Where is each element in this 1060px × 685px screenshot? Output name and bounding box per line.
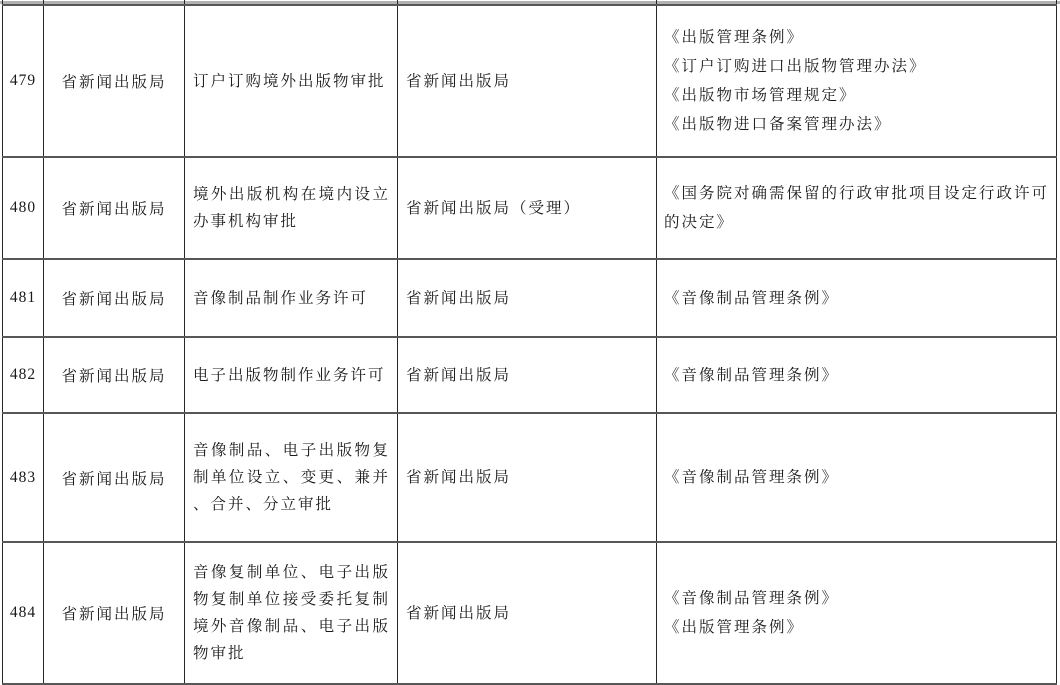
implementer-cell: 省新闻出版局 (398, 413, 657, 542)
legal-basis-cell (657, 259, 1057, 337)
approval-items-table (2, 0, 1057, 685)
implementer-cell: 省新闻出版局（受理） (398, 157, 657, 259)
table-row (3, 259, 1057, 337)
seq-cell: 482 (3, 337, 44, 413)
implementer-cell: 省新闻出版局 (398, 5, 657, 157)
item-name-cell: 音像制品制作业务许可 (185, 259, 398, 337)
department-cell: 省新闻出版局 (44, 337, 185, 413)
implementer-cell: 省新闻出版局 (398, 259, 657, 337)
approval-table-body (3, 0, 1057, 684)
department-cell: 省新闻出版局 (44, 259, 185, 337)
legal-basis-cell (657, 542, 1057, 684)
seq-cell: 480 (3, 157, 44, 259)
law-line: 《音像制品管理条例》 (664, 469, 840, 486)
item-name-cell: 订户订购境外出版物审批 (185, 5, 398, 157)
item-name-cell: 音像复制单位、电子出版物复制单位接受委托复制境外音像制品、电子出版物审批 (185, 542, 398, 684)
legal-basis-cell (657, 5, 1057, 157)
law-line: 《出版物进口备案管理办法》 (664, 116, 892, 133)
legal-basis-cell (657, 337, 1057, 413)
law-line: 《出版管理条例》 (664, 619, 805, 636)
seq-cell: 481 (3, 259, 44, 337)
item-name-cell: 音像制品、电子出版物复制单位设立、变更、兼并、合并、分立审批 (185, 413, 398, 542)
table-row (3, 542, 1057, 684)
law-line: 《音像制品管理条例》 (664, 366, 840, 384)
law-line: 《音像制品管理条例》 (664, 590, 840, 607)
implementer-cell: 省新闻出版局 (398, 542, 657, 684)
seq-cell: 479 (3, 5, 44, 157)
item-name-cell: 境外出版机构在境内设立办事机构审批 (185, 157, 398, 259)
seq-cell: 484 (3, 542, 44, 684)
department-cell: 省新闻出版局 (44, 413, 185, 542)
table-row (3, 337, 1057, 413)
table-row (3, 413, 1057, 542)
department-cell: 省新闻出版局 (44, 5, 185, 157)
law-line: 《出版管理条例》 (664, 29, 805, 46)
law-line: 《订户订购进口出版物管理办法》 (664, 58, 927, 75)
legal-basis-cell (657, 413, 1057, 542)
law-line: 《音像制品管理条例》 (664, 289, 840, 307)
seq-cell: 483 (3, 413, 44, 542)
implementer-cell: 省新闻出版局 (398, 337, 657, 413)
legal-basis-cell (657, 157, 1057, 259)
department-cell: 省新闻出版局 (44, 542, 185, 684)
law-line: 《出版物市场管理规定》 (664, 87, 857, 104)
table-row (3, 5, 1057, 157)
table-row (3, 157, 1057, 259)
item-name-cell: 电子出版物制作业务许可 (185, 337, 398, 413)
law-line: 《国务院对确需保留的行政审批项目设定行政许可的决定》 (664, 185, 1050, 231)
department-cell: 省新闻出版局 (44, 157, 185, 259)
